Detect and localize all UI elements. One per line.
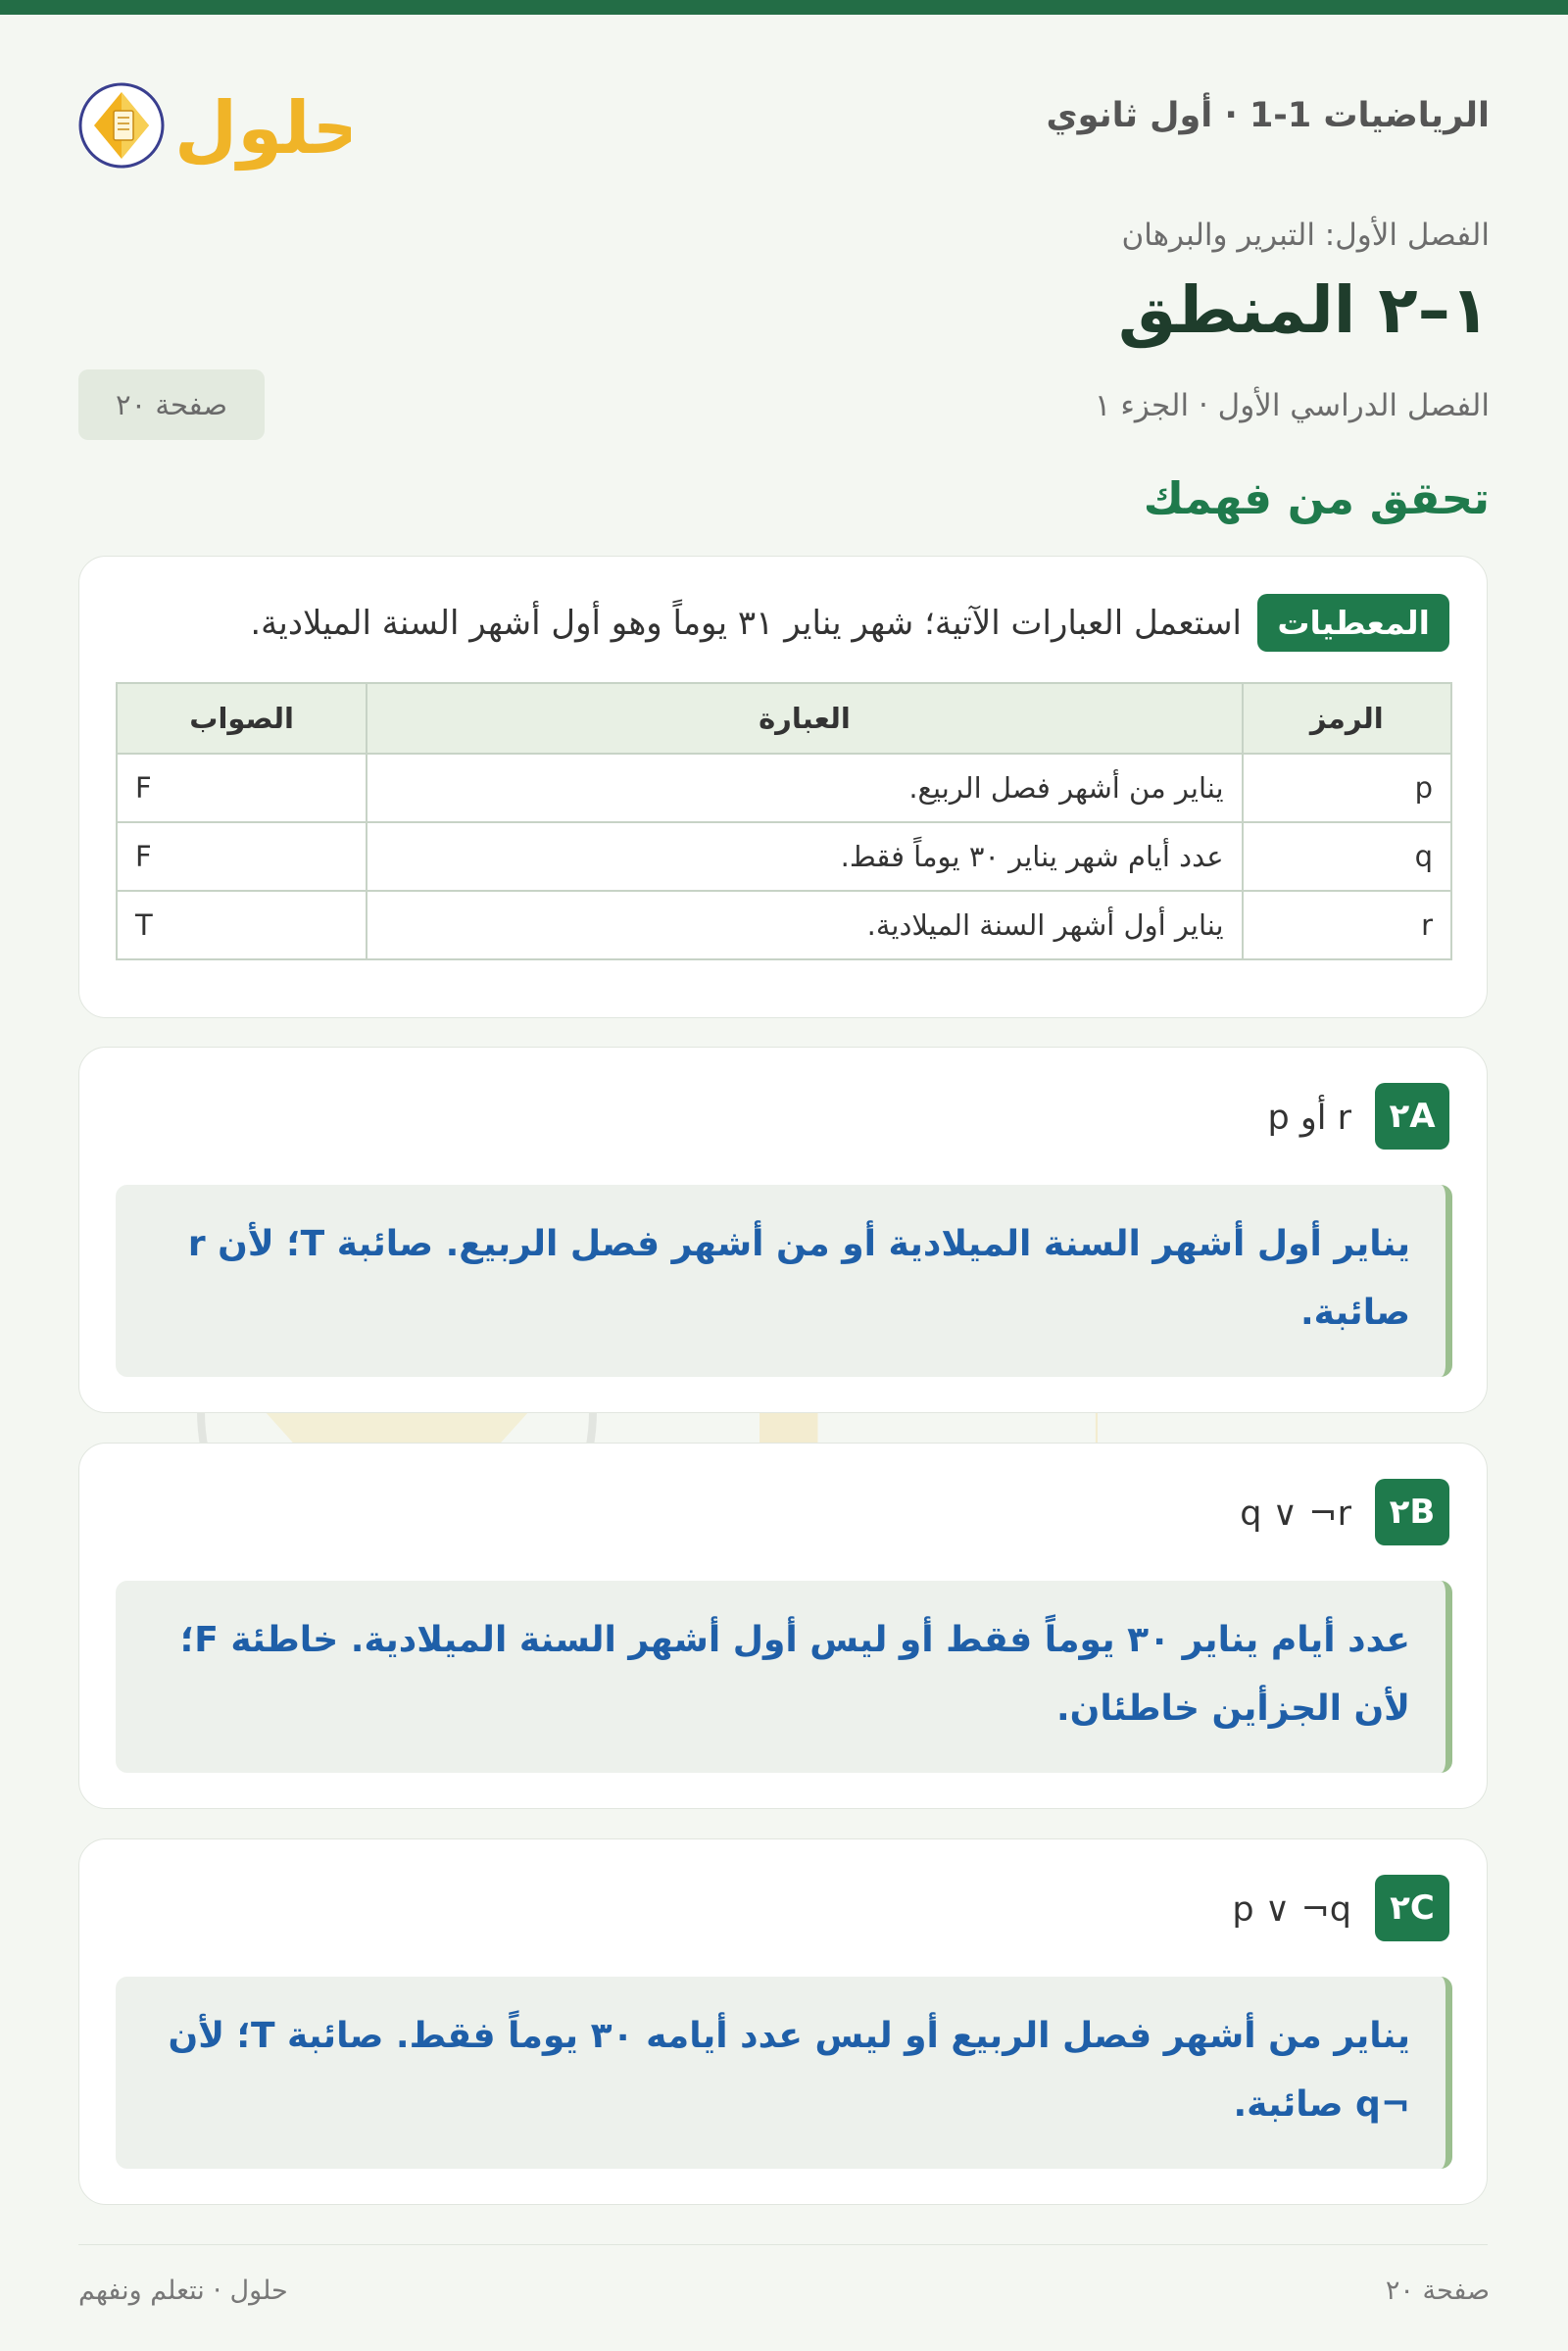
cell-truth: F: [117, 822, 367, 891]
header-statement: العبارة: [367, 683, 1242, 754]
footer-divider: [78, 2244, 1488, 2245]
question-number: ٢A: [1375, 1083, 1449, 1150]
question-card-2a: [78, 1047, 1488, 1413]
cell-symbol: q: [1243, 822, 1451, 891]
header-symbol: الرمز: [1243, 683, 1451, 754]
question-card-2c: [78, 1838, 1488, 2205]
header-title: الرياضيات 1-1 · أول ثانوي: [1046, 96, 1490, 135]
chapter-label: الفصل الأول: التبرير والبرهان: [1121, 218, 1490, 253]
top-accent-bar: [0, 0, 1568, 15]
question-expression: p أو r: [1267, 1099, 1351, 1138]
question-number: ٢C: [1375, 1875, 1449, 1941]
table-row: [117, 754, 1451, 822]
footer-page: صفحة ٢٠: [1385, 2276, 1490, 2306]
given-badge: المعطيات: [1257, 594, 1449, 652]
cell-statement: عدد أيام شهر يناير ٣٠ يوماً فقط.: [367, 822, 1242, 891]
given-card: [78, 556, 1488, 1018]
question-number: ٢B: [1375, 1479, 1449, 1545]
cell-statement: يناير من أشهر فصل الربيع.: [367, 754, 1242, 822]
section-heading: تحقق من فهمك: [1143, 472, 1490, 524]
answer-box: [116, 1185, 1452, 1377]
lesson-title: ١–٢ المنطق: [1118, 272, 1490, 348]
answer-text: يناير أول أشهر السنة الميلادية أو من أشهر فصل الربيع. صائبة T؛ لأن r صائبة.: [187, 1224, 1410, 1333]
given-text: استعمل العبارات الآتية؛ شهر يناير ٣١ يوماً وهو أول أشهر السنة الميلادية.: [250, 604, 1242, 643]
table-header-row: [117, 683, 1451, 754]
table-row: [117, 891, 1451, 959]
answer-text: يناير من أشهر فصل الربيع أو ليس عدد أيامه ٣٠ يوماً فقط. صائبة T؛ لأن ¬q صائبة.: [168, 2016, 1410, 2125]
answer-box: [116, 1977, 1452, 2169]
hulul-logo[interactable]: [76, 57, 351, 174]
question-expression: p ∨ ¬q: [1232, 1890, 1351, 1930]
table-row: [117, 822, 1451, 891]
cell-statement: يناير أول أشهر السنة الميلادية.: [367, 891, 1242, 959]
term-label: الفصل الدراسي الأول · الجزء ١: [1094, 388, 1490, 423]
question-expression: q ∨ ¬r: [1240, 1494, 1351, 1534]
cell-truth: T: [117, 891, 367, 959]
cell-symbol: p: [1243, 754, 1451, 822]
logo-text: حلول: [174, 86, 351, 171]
cell-symbol: r: [1243, 891, 1451, 959]
statements-table: [116, 682, 1452, 960]
cell-truth: F: [117, 754, 367, 822]
question-card-2b: [78, 1443, 1488, 1809]
header-truth: الصواب: [117, 683, 367, 754]
answer-box: [116, 1581, 1452, 1773]
answer-text: عدد أيام يناير ٣٠ يوماً فقط أو ليس أول أشهر السنة الميلادية. خاطئة F؛ لأن الجزأين خاطئان.: [179, 1620, 1410, 1729]
footer-brand: حلول · نتعلم ونفهم: [78, 2276, 288, 2306]
page-badge: صفحة ٢٠: [78, 369, 265, 440]
